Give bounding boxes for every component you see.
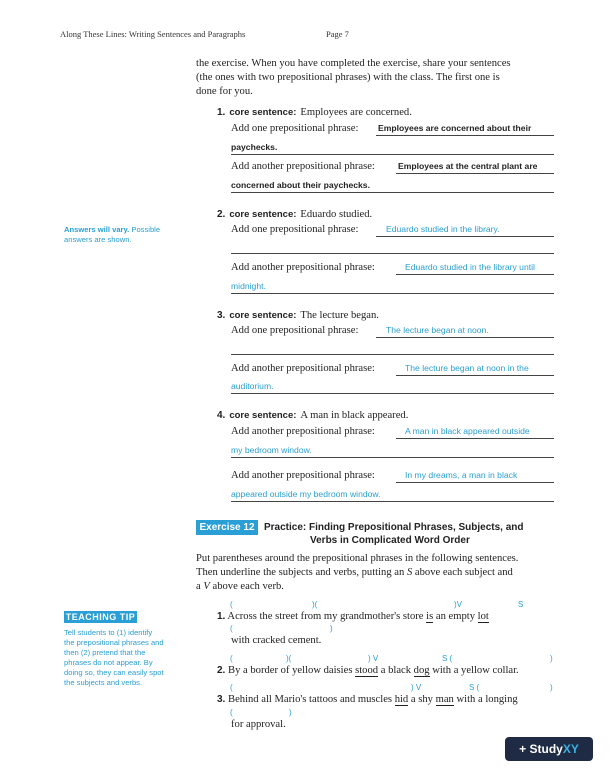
item-4-answer-2: In my dreams, a man in black: [405, 470, 518, 480]
item-4-add-another-label-2: Add another prepositional phrase:: [231, 470, 375, 481]
item-4-answer-1: A man in black appeared outside: [405, 426, 530, 436]
item-4-add-another-label-1: Add another prepositional phrase:: [231, 426, 375, 437]
subject: man: [435, 694, 454, 705]
item-3-answer-2: The lecture began at noon in the: [405, 363, 529, 373]
item-3-answer-2b: auditorium.: [231, 381, 274, 391]
plus-icon: +: [519, 742, 527, 756]
item-1-answer-1: Employees are concerned about their: [378, 123, 532, 133]
item-2-add-another-label: Add another prepositional phrase:: [231, 262, 375, 273]
answer-line: [231, 393, 554, 394]
answer-line: [231, 293, 554, 294]
paren-open: (: [230, 708, 233, 717]
answer-line: [396, 438, 554, 439]
paren-close-verb-mark: ) V: [411, 683, 422, 692]
item-3-add-one-label: Add one prepositional phrase:: [231, 325, 359, 336]
item-1-answer-2b: concerned about their paychecks.: [231, 180, 370, 190]
answer-line: [231, 457, 554, 458]
paren-close-open: )(: [286, 654, 292, 663]
subject-mark: S: [518, 600, 524, 609]
subject-open-mark: S (: [442, 654, 453, 663]
answer-line: [396, 274, 554, 275]
studyxy-logo[interactable]: + StudyXY: [505, 737, 593, 761]
item-2-add-one-label: Add one prepositional phrase:: [231, 224, 359, 235]
item-2-core: 2. core sentence: Eduardo studied.: [217, 209, 373, 220]
paren-close: ): [550, 683, 553, 692]
paren-open: (: [230, 683, 233, 692]
paren-close: ): [550, 654, 553, 663]
subject: lot: [477, 611, 489, 622]
subject-open-mark: S (: [469, 683, 480, 692]
answer-line: [396, 375, 554, 376]
exercise-12-title: Practice: Finding Prepositional Phrases, Subjects, and Verbs in Complicated Word Order: [264, 522, 524, 546]
answer-line: [376, 236, 554, 237]
sentence-1-line-2: with cracked cement.: [231, 635, 322, 646]
sentence-3-line-2: for approval.: [231, 719, 286, 730]
teaching-tip-badge: TEACHING TIP: [65, 612, 136, 622]
teaching-tip-text: Tell students to (1) identify the prepositional phrases and then (2) pretend that the phrases do not appear. By doing so, they can easily spot the subjects and verbs.: [64, 628, 164, 687]
item-4-answer-2b: appeared outside my bedroom window.: [231, 489, 381, 499]
exercise-12-badge: Exercise 12: [196, 520, 258, 535]
page-number: Page 7: [326, 29, 349, 39]
item-3-add-another-label: Add another prepositional phrase:: [231, 363, 375, 374]
paren-open: (: [230, 624, 233, 633]
answer-line: [396, 173, 554, 174]
answer-line: [231, 501, 554, 502]
book-title: Along These Lines: Writing Sentences and Paragraphs: [60, 29, 246, 39]
item-2-answer-2b: midnight.: [231, 281, 266, 291]
sentence-1: 1. Across the street from my grandmother's store is an empty lot: [217, 611, 489, 622]
intro-paragraph: the exercise. When you have completed the exercise, share your sentences (the ones with two prepositional phrases) with the class. The first one is done for you.: [196, 58, 511, 97]
sentence-2: 2. By a border of yellow daisies stood a black dog with a yellow collar.: [217, 665, 519, 676]
item-2-answer-2: Eduardo studied in the library until: [405, 262, 535, 272]
paren-close: ): [289, 708, 292, 717]
paren-close-open: )(: [312, 600, 318, 609]
item-4-answer-1b: my bedroom window.: [231, 445, 312, 455]
item-1-answer-1b: paychecks.: [231, 142, 278, 152]
item-3-core: 3. core sentence: The lecture began.: [217, 310, 379, 321]
answer-line: [231, 154, 554, 155]
answer-line: [396, 482, 554, 483]
paren-close-verb-mark: ) V: [368, 654, 379, 663]
item-1-answer-2: Employees at the central plant are: [398, 161, 538, 171]
answer-line: [231, 253, 554, 254]
item-1-add-one-label: Add one prepositional phrase:: [231, 123, 359, 134]
sentence-3: 3. Behind all Mario's tattoos and muscles hid a shy man with a longing: [217, 694, 518, 705]
answers-note: Answers will vary. Possible answers are shown.: [64, 225, 161, 244]
answer-line: [376, 135, 554, 136]
item-1-core: 1. core sentence: Employees are concerned.: [217, 107, 412, 118]
verb: hid: [394, 694, 409, 705]
answer-line: [376, 337, 554, 338]
item-3-answer-1: The lecture began at noon.: [386, 325, 489, 335]
verb: stood: [355, 665, 379, 676]
answer-line: [231, 192, 554, 193]
paren-open: (: [230, 600, 233, 609]
exercise-12-instructions: Put parentheses around the prepositional phrases in the following sentences. Then underline the subjects and verbs, putting an S above each subject and a V above each verb.: [196, 553, 519, 592]
item-1-add-another-label: Add another prepositional phrase:: [231, 161, 375, 172]
paren-close-verb-mark: )V: [454, 600, 462, 609]
verb: is: [426, 611, 434, 622]
paren-open: (: [230, 654, 233, 663]
item-4-core: 4. core sentence: A man in black appeared.: [217, 410, 409, 421]
subject: dog: [413, 665, 430, 676]
answer-line: [231, 354, 554, 355]
item-2-answer-1: Eduardo studied in the library.: [386, 224, 500, 234]
paren-close: ): [330, 624, 333, 633]
